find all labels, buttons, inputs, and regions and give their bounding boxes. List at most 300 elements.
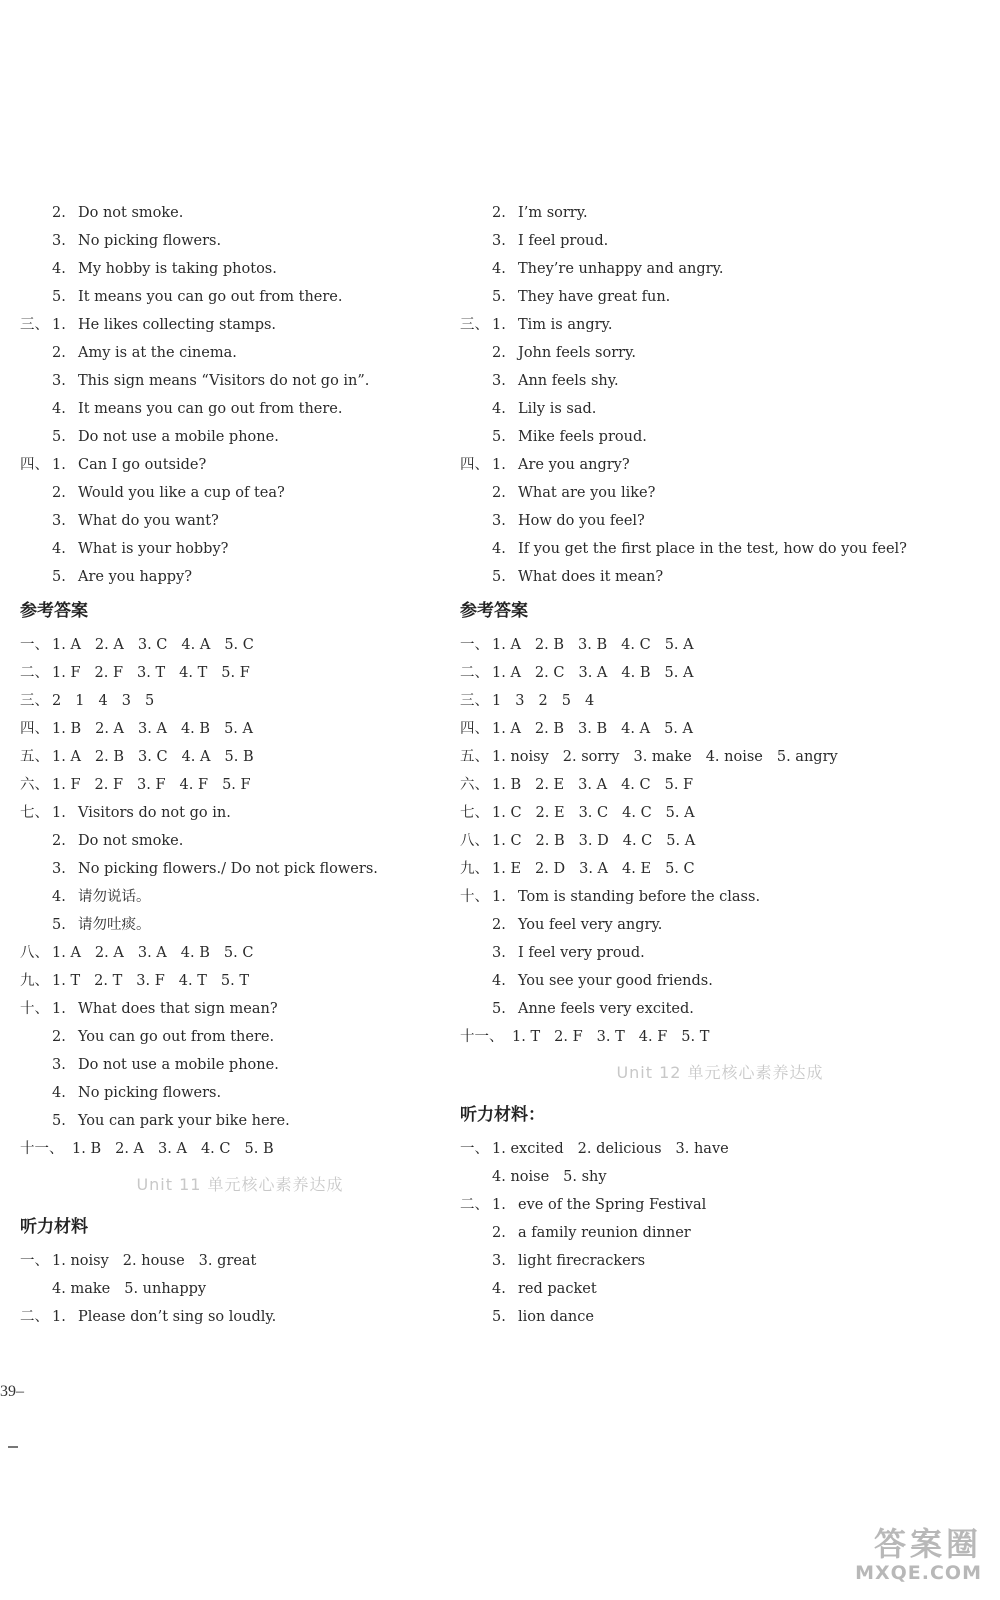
answer-text: He likes collecting stamps.	[78, 317, 277, 333]
answer-item: 5. F	[664, 777, 694, 793]
question-section-label: 四、	[460, 721, 489, 737]
question-section-label: 八、	[20, 945, 49, 961]
answer-line	[460, 395, 980, 423]
answer-items	[52, 687, 168, 715]
item-number: 5.	[52, 1113, 66, 1129]
answer-items	[52, 631, 268, 659]
item-number: 1.	[52, 1309, 66, 1325]
question-section-label: 三、	[20, 693, 49, 709]
answer-item: 3. have	[675, 1141, 729, 1157]
answer-item: 1. noisy	[52, 1253, 109, 1269]
answer-items	[492, 687, 608, 715]
answer-item: 3. F	[136, 973, 165, 989]
question-section-label: 九、	[20, 973, 49, 989]
answer-items	[52, 659, 264, 687]
answer-text: What are you like?	[518, 485, 656, 501]
answer-item: 4. F	[638, 1029, 668, 1045]
answer-item: 5. B	[244, 1141, 274, 1157]
answer-items	[492, 743, 852, 771]
answer-line	[460, 563, 980, 591]
question-section-label: 一、	[20, 637, 49, 653]
question-section-label: 一、	[20, 1253, 49, 1269]
item-number: 5.	[492, 569, 506, 585]
answer-item: 4. B	[621, 665, 651, 681]
answer-text: John feels sorry.	[518, 345, 636, 361]
answer-item: 1. E	[492, 861, 522, 877]
item-number: 2.	[492, 485, 506, 501]
answer-line	[460, 507, 980, 535]
answer-item: 1. F	[52, 777, 81, 793]
answer-line	[460, 967, 980, 995]
item-number: 2.	[52, 345, 66, 361]
answer-item: 4. C	[622, 833, 653, 849]
answer-line	[20, 855, 460, 883]
answer-text: Can I go outside?	[78, 457, 207, 473]
answer-item: 3. A	[578, 665, 608, 681]
answer-item: 1. excited	[492, 1141, 564, 1157]
item-number: 1.	[492, 317, 506, 333]
answer-items	[492, 855, 709, 883]
item-number: 2.	[492, 1225, 506, 1241]
answer-text: Would you like a cup of tea?	[78, 485, 285, 501]
answer-item: 5. A	[666, 833, 696, 849]
answer-item: 4. T	[179, 665, 208, 681]
section-heading: 参考答案	[460, 601, 528, 621]
answer-item: 3. make	[633, 749, 692, 765]
item-number: 4.	[52, 401, 66, 417]
answer-text: Anne feels very excited.	[518, 1001, 694, 1017]
answer-key-line	[460, 631, 980, 659]
answer-item: 2. A	[115, 1141, 145, 1157]
answer-item: 2. T	[94, 973, 123, 989]
answer-text: Do not use a mobile phone.	[78, 429, 279, 445]
item-number: 3.	[52, 1057, 66, 1073]
answer-item: 1. T	[52, 973, 81, 989]
answer-line	[460, 451, 980, 479]
answer-text: Do not smoke.	[78, 833, 184, 849]
answer-key-line	[460, 771, 980, 799]
answer-line	[460, 1275, 980, 1303]
answer-item: 3. A	[579, 861, 609, 877]
answer-line	[20, 423, 460, 451]
answer-item: 5. A	[664, 721, 693, 737]
answer-line	[20, 563, 460, 591]
answer-text: red packet	[518, 1281, 597, 1297]
question-section-label: 一、	[460, 1141, 489, 1157]
answer-text: You can park your bike here.	[78, 1113, 290, 1129]
left-column	[20, 199, 460, 1331]
answer-item: 5. F	[222, 777, 251, 793]
answer-item: 3. A	[137, 945, 167, 961]
answer-item: 3. A	[158, 1141, 187, 1157]
item-number: 2.	[492, 345, 506, 361]
answer-item: 5. angry	[776, 749, 838, 765]
answer-item: 2. A	[94, 637, 124, 653]
answer-item: 4. C	[200, 1141, 231, 1157]
answer-text: What do you want?	[78, 513, 219, 529]
answer-text: Tim is angry.	[518, 317, 613, 333]
answer-item: 4. make	[52, 1281, 111, 1297]
answer-items	[492, 631, 708, 659]
item-number: 5.	[492, 289, 506, 305]
answer-line	[20, 227, 460, 255]
answer-item: 2. B	[534, 721, 565, 737]
item-number: 3.	[52, 861, 66, 877]
answer-item: 3. C	[138, 749, 168, 765]
answer-text: 请勿说话。	[78, 889, 151, 905]
item-number: 4.	[492, 261, 506, 277]
item-number: 5.	[52, 289, 66, 305]
unit-title: Unit 12 单元核心素养达成	[616, 1063, 824, 1082]
answer-line	[20, 479, 460, 507]
question-section-label: 十、	[460, 889, 489, 905]
item-number: 3.	[52, 233, 66, 249]
answer-key-line	[460, 715, 980, 743]
answer-items	[512, 1023, 723, 1051]
item-number: 5.	[492, 1309, 506, 1325]
answer-item: 3. T	[596, 1029, 625, 1045]
item-number: 1.	[492, 457, 506, 473]
answer-item: 5. A	[664, 637, 694, 653]
answer-items	[492, 827, 709, 855]
answer-text: Ann feels shy.	[518, 373, 619, 389]
answer-item: 2. A	[94, 945, 124, 961]
answer-items	[492, 771, 707, 799]
answer-line	[20, 911, 460, 939]
answer-item: 3	[121, 693, 131, 709]
answer-item: 2. B	[535, 833, 565, 849]
answer-item: 4. noise	[705, 749, 763, 765]
question-section-label: 二、	[460, 665, 489, 681]
question-section-label: 四、	[460, 457, 489, 473]
answer-key-line	[20, 939, 460, 967]
answer-line	[460, 535, 980, 563]
answer-item: 1. A	[52, 945, 81, 961]
unit-title: Unit 11 单元核心素养达成	[136, 1175, 344, 1194]
answer-key-line	[460, 827, 980, 855]
answer-item: 2. E	[535, 777, 565, 793]
section-heading: 听力材料	[20, 1217, 88, 1237]
item-number: 2.	[492, 205, 506, 221]
corner-mark	[8, 1446, 18, 1448]
answer-text: No picking flowers./ Do not pick flowers.	[78, 861, 378, 877]
answer-key-line	[460, 1023, 980, 1051]
answer-key-line	[20, 1247, 460, 1275]
answer-text: I feel proud.	[518, 233, 609, 249]
answer-line	[20, 367, 460, 395]
answer-item: 2. delicious	[577, 1141, 662, 1157]
answer-items	[492, 659, 707, 687]
answer-text: They have great fun.	[518, 289, 671, 305]
answer-item: 1. T	[512, 1029, 541, 1045]
question-section-label: 一、	[460, 637, 489, 653]
question-section-label: 八、	[460, 833, 489, 849]
answer-line	[460, 1219, 980, 1247]
answer-text: lion dance	[518, 1309, 594, 1325]
answer-text: I feel very proud.	[518, 945, 645, 961]
answer-text: What does that sign mean?	[78, 1001, 278, 1017]
answer-key-line	[20, 659, 460, 687]
question-section-label: 十、	[20, 1001, 49, 1017]
answer-line	[20, 535, 460, 563]
answer-item: 3. B	[578, 637, 608, 653]
answer-item: 3. B	[578, 721, 608, 737]
answer-text: This sign means “Visitors do not go in”.	[78, 373, 370, 389]
answer-item: 1. C	[492, 833, 522, 849]
question-section-label: 六、	[460, 777, 489, 793]
answer-item: 2. B	[534, 637, 565, 653]
answer-key-line	[20, 1275, 460, 1303]
answer-line	[460, 199, 980, 227]
question-section-label: 六、	[20, 777, 49, 793]
answer-line	[20, 283, 460, 311]
answer-line	[20, 199, 460, 227]
item-number: 1.	[52, 1001, 66, 1017]
answer-item: 2. F	[94, 665, 124, 681]
question-section-label: 三、	[20, 317, 49, 333]
answer-text: What is your hobby?	[78, 541, 229, 557]
answer-line	[20, 311, 460, 339]
answer-item: 3. A	[578, 777, 608, 793]
answer-line	[460, 911, 980, 939]
answer-item: 5. B	[224, 749, 254, 765]
answer-text: Visitors do not go in.	[78, 805, 231, 821]
question-section-label: 二、	[20, 665, 49, 681]
answer-item: 1. B	[492, 777, 522, 793]
item-number: 4.	[52, 1085, 66, 1101]
question-section-label: 五、	[20, 749, 49, 765]
answer-item: 1. C	[492, 805, 522, 821]
answer-item: 1. A	[492, 721, 521, 737]
question-section-label: 三、	[460, 317, 489, 333]
answer-item: 4. F	[179, 777, 209, 793]
answer-text: It means you can go out from there.	[78, 289, 343, 305]
answer-item: 2. sorry	[562, 749, 620, 765]
answer-item: 4. C	[621, 637, 651, 653]
answer-item: 3. D	[578, 833, 609, 849]
answer-text: eve of the Spring Festival	[518, 1197, 707, 1213]
answer-line	[460, 1303, 980, 1331]
answer-key-line	[20, 631, 460, 659]
answer-item: 5. shy	[563, 1169, 607, 1185]
answer-text: You can go out from there.	[78, 1029, 275, 1045]
answer-text: Mike feels proud.	[518, 429, 647, 445]
answer-text: Please don’t sing so loudly.	[78, 1309, 277, 1325]
answer-item: 3	[515, 693, 525, 709]
answer-item: 3. A	[138, 721, 167, 737]
item-number: 2.	[492, 917, 506, 933]
answer-item: 5. C	[224, 637, 254, 653]
item-number: 2.	[52, 205, 66, 221]
answer-item: 4. C	[621, 777, 651, 793]
answer-item: 3. F	[137, 777, 166, 793]
question-section-label: 十一、	[20, 1141, 64, 1157]
answer-item: 2. D	[535, 861, 566, 877]
answer-line	[20, 1051, 460, 1079]
answer-key-line	[460, 1163, 980, 1191]
question-section-label: 五、	[460, 749, 489, 765]
answer-line	[460, 939, 980, 967]
answer-line	[20, 995, 460, 1023]
answer-item: 4. B	[180, 945, 210, 961]
answer-item: 1. A	[52, 749, 81, 765]
answer-item: 5. F	[221, 665, 250, 681]
answer-items	[52, 715, 267, 743]
answer-text: My hobby is taking photos.	[78, 261, 277, 277]
answer-item: 4. A	[181, 637, 211, 653]
answer-text: You see your good friends.	[518, 973, 713, 989]
answer-line	[460, 1191, 980, 1219]
answer-items	[52, 939, 267, 967]
item-number: 5.	[52, 569, 66, 585]
item-number: 5.	[492, 1001, 506, 1017]
answer-line	[20, 395, 460, 423]
answer-key-line	[20, 1135, 460, 1163]
answer-item: 2. B	[94, 749, 125, 765]
answer-item: 5. T	[220, 973, 250, 989]
answer-text: No picking flowers.	[78, 1085, 222, 1101]
answer-line	[20, 451, 460, 479]
answer-text: I’m sorry.	[518, 205, 588, 221]
watermark-en: MXQE.COM	[855, 1562, 982, 1584]
answer-line	[460, 479, 980, 507]
item-number: 5.	[492, 429, 506, 445]
answer-items	[52, 1247, 270, 1275]
answer-item: 2. F	[94, 777, 124, 793]
answer-items	[492, 1135, 743, 1163]
answer-item: 4. A	[621, 721, 651, 737]
answer-item: 1. A	[492, 665, 521, 681]
answer-text: Are you happy?	[78, 569, 192, 585]
item-number: 4.	[492, 401, 506, 417]
item-number: 5.	[52, 429, 66, 445]
answer-item: 3. great	[198, 1253, 257, 1269]
answer-item: 1. A	[492, 637, 521, 653]
question-section-label: 四、	[20, 721, 49, 737]
answer-item: 1. B	[52, 721, 82, 737]
answer-item: 4. C	[622, 805, 652, 821]
answer-item: 1. B	[72, 1141, 102, 1157]
answer-line	[20, 507, 460, 535]
item-number: 1.	[52, 317, 66, 333]
answer-line	[460, 255, 980, 283]
answer-line	[20, 799, 460, 827]
item-number: 3.	[492, 945, 506, 961]
page-number: 39–	[0, 1383, 24, 1400]
answer-line	[20, 883, 460, 911]
answer-key-line	[20, 771, 460, 799]
answer-line	[460, 227, 980, 255]
item-number: 1.	[492, 1197, 506, 1213]
answer-item: 4. T	[178, 973, 207, 989]
answer-item: 1. F	[52, 665, 81, 681]
item-number: 1.	[492, 889, 506, 905]
item-number: 5.	[52, 917, 66, 933]
item-number: 2.	[52, 485, 66, 501]
answer-items	[52, 967, 263, 995]
answer-item: 1. A	[52, 637, 81, 653]
answer-line	[20, 1023, 460, 1051]
answer-text: If you get the first place in the test, how do you feel?	[518, 541, 907, 557]
section-heading: 听力材料：	[460, 1105, 545, 1125]
answer-line	[20, 1107, 460, 1135]
question-section-label: 三、	[460, 693, 489, 709]
item-number: 4.	[52, 261, 66, 277]
item-number: 2.	[52, 1029, 66, 1045]
answer-item: 5	[561, 693, 571, 709]
answer-item: 5. unhappy	[124, 1281, 207, 1297]
answer-item: 5. A	[665, 805, 695, 821]
answer-line	[460, 995, 980, 1023]
answer-line	[460, 283, 980, 311]
answer-text: light firecrackers	[518, 1253, 646, 1269]
answer-item: 5. C	[223, 945, 254, 961]
answer-item: 4	[98, 693, 108, 709]
answer-key-line	[460, 659, 980, 687]
answer-key-line	[460, 687, 980, 715]
answer-text: How do you feel?	[518, 513, 645, 529]
answer-item: 2. E	[535, 805, 565, 821]
answer-item: 2. C	[534, 665, 565, 681]
item-number: 3.	[52, 513, 66, 529]
watermark-cn: 答案圈	[873, 1525, 982, 1563]
answer-text: Do not smoke.	[78, 205, 184, 221]
answer-item: 2. house	[122, 1253, 185, 1269]
answer-line	[460, 423, 980, 451]
answer-text: Amy is at the cinema.	[78, 345, 237, 361]
answer-item: 2. A	[95, 721, 125, 737]
answer-key-line	[460, 855, 980, 883]
question-section-label: 九、	[460, 861, 489, 877]
answer-text: Are you angry?	[518, 457, 630, 473]
answer-text: 请勿吐痰。	[78, 917, 151, 933]
answer-line	[460, 311, 980, 339]
answer-line	[460, 883, 980, 911]
answer-item: 2. F	[554, 1029, 583, 1045]
answer-key-line	[460, 743, 980, 771]
question-section-label: 十一、	[460, 1029, 504, 1045]
answer-item: 4. E	[622, 861, 652, 877]
answer-key-line	[20, 743, 460, 771]
section-heading: 参考答案	[20, 601, 88, 621]
answer-item: 4	[584, 693, 595, 709]
answer-items	[492, 1163, 621, 1191]
item-number: 4.	[52, 889, 66, 905]
answer-item: 4. B	[180, 721, 211, 737]
answer-key-line	[20, 715, 460, 743]
answer-items	[492, 799, 709, 827]
answer-items	[52, 1275, 220, 1303]
answer-item: 4. A	[181, 749, 211, 765]
item-number: 4.	[492, 541, 506, 557]
answer-text: What does it mean?	[518, 569, 664, 585]
answer-line	[20, 339, 460, 367]
answer-text: Lily is sad.	[518, 401, 597, 417]
item-number: 3.	[492, 513, 506, 529]
answer-item: 3. C	[137, 637, 168, 653]
answer-line	[460, 1247, 980, 1275]
answer-key-line	[20, 687, 460, 715]
answer-line	[20, 827, 460, 855]
answer-text: Do not use a mobile phone.	[78, 1057, 279, 1073]
answer-item: 1. noisy	[492, 749, 549, 765]
answer-item: 5. T	[681, 1029, 710, 1045]
item-number: 3.	[52, 373, 66, 389]
answer-item: 5. C	[665, 861, 695, 877]
answer-line	[20, 1303, 460, 1331]
right-column	[460, 199, 980, 1331]
answer-text: No picking flowers.	[78, 233, 222, 249]
